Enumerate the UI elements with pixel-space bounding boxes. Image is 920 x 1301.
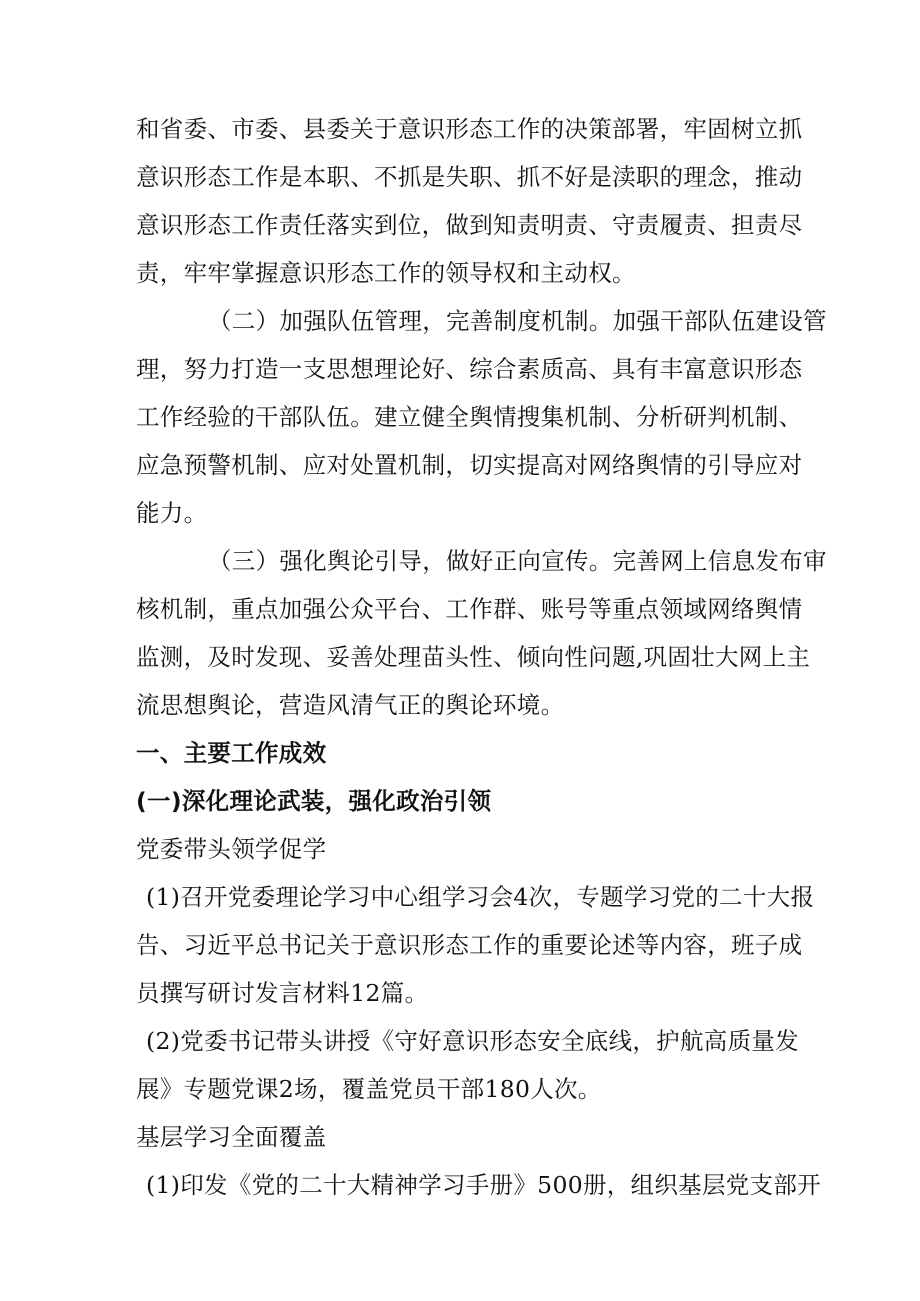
paragraph-line: 能力。 [136, 499, 208, 527]
section-label: 基层学习全面覆盖 [136, 1123, 327, 1151]
list-item-line: (1)召开党委理论学习中心组学习会4次，专题学习党的二十大报 [146, 883, 815, 911]
paragraph-line: 意识形态工作责任落实到位，做到知责明责、守责履责、担责尽 [136, 211, 803, 239]
paragraph-line: 责，牢牢掌握意识形态工作的领导权和主动权。 [136, 259, 636, 287]
paragraph-line: （二）加强队伍管理，完善制度机制。加强干部队伍建设管 [208, 307, 827, 335]
list-item-line: (2)党委书记带头讲授《守好意识形态安全底线，护航高质量发 [146, 1027, 799, 1055]
paragraph-line: 工作经验的干部队伍。建立健全舆情搜集机制、分析研判机制、 [136, 403, 803, 431]
paragraph-line: 理，努力打造一支思想理论好、综合素质高、具有丰富意识形态 [136, 355, 803, 383]
paragraph-line: 应急预警机制、应对处置机制，切实提高对网络舆情的引导应对 [136, 451, 803, 479]
paragraph-line: 核机制，重点加强公众平台、工作群、账号等重点领域网络舆情 [136, 595, 803, 623]
paragraph-line: 意识形态工作是本职、不抓是失职、抓不好是渎职的理念，推动 [136, 163, 803, 191]
list-item-line: 告、习近平总书记关于意识形态工作的重要论述等内容，班子成 [136, 931, 803, 959]
paragraph-line: 流思想舆论，营造风清气正的舆论环境。 [136, 691, 565, 719]
section-label: 党委带头领学促学 [136, 835, 327, 863]
list-item-line: 员撰写研讨发言材料12篇。 [136, 979, 429, 1007]
list-item-line: 展》专题党课2场，覆盖党员干部180人次。 [136, 1075, 602, 1103]
paragraph-line: 监测，及时发现、妥善处理苗头性、倾向性问题,巩固壮大网上主 [136, 643, 811, 671]
section-heading: 一、主要工作成效 [136, 739, 327, 767]
paragraph-line: 和省委、市委、县委关于意识形态工作的决策部署，牢固树立抓 [136, 115, 803, 143]
list-item-line: (1)印发《党的二十大精神学习手册》500册，组织基层党支部开 [146, 1171, 821, 1199]
paragraph-line: （三）强化舆论引导，做好正向宣传。完善网上信息发布审 [208, 547, 827, 575]
subsection-heading: (一)深化理论武装，强化政治引领 [136, 787, 492, 815]
